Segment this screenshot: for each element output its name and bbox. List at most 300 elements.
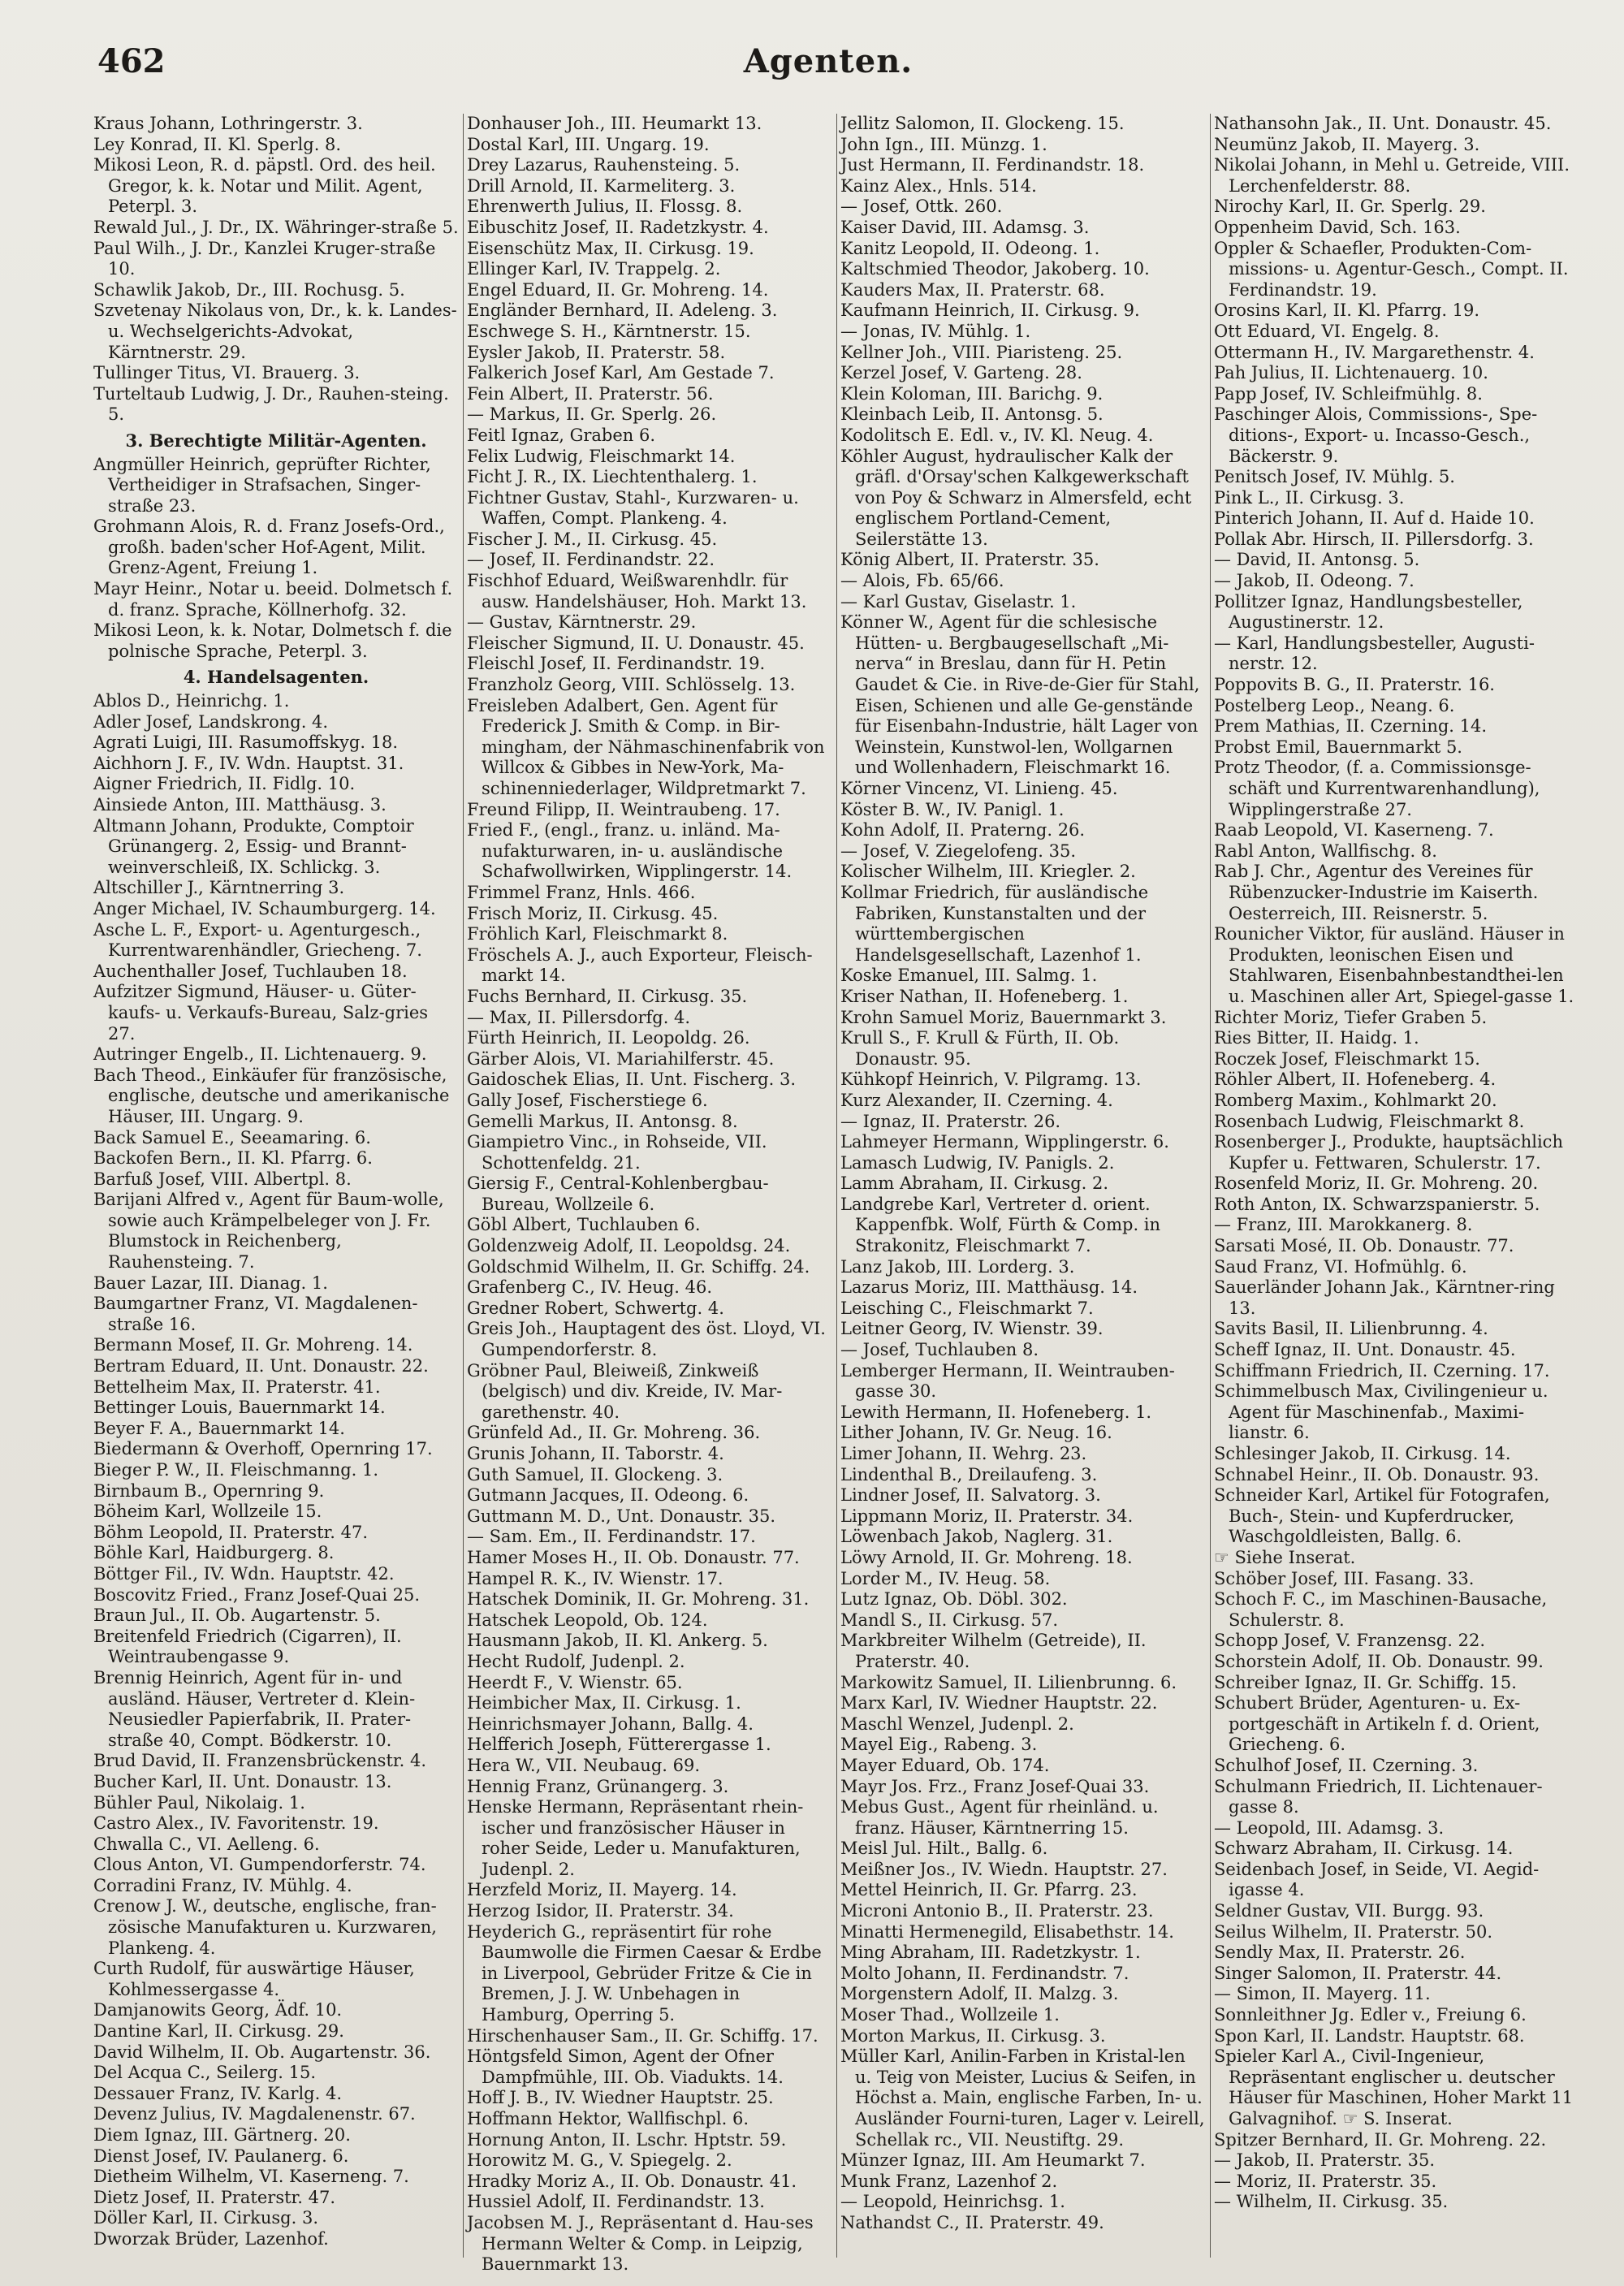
directory-entry: Hausmann Jakob, II. Kl. Ankerg. 5. — [467, 1631, 768, 1651]
directory-entry: Lewith Hermann, II. Hofeneberg. 1. — [840, 1402, 1152, 1422]
directory-entry: Schopp Josef, V. Franzensg. 22. — [1214, 1631, 1486, 1651]
directory-entry: Goldschmid Wilhelm, II. Gr. Schiffg. 24. — [467, 1256, 810, 1277]
column-3 — [840, 114, 1206, 2258]
directory-entry: Rewald Jul., J. Dr., IX. Währinger-straße 5. — [93, 217, 459, 237]
directory-entry: Brud David, II. Franzensbrückenstr. 4. — [93, 1751, 427, 1771]
column-2 — [467, 114, 832, 2275]
directory-entry: Heerdt F., V. Wienstr. 65. — [467, 1672, 683, 1692]
directory-entry: Baumgartner Franz, VI. Magdalenen-straße 16. — [93, 1294, 418, 1334]
directory-entry: Markowitz Samuel, II. Lilienbrunng. 6. — [840, 1672, 1177, 1692]
directory-entry: Ley Konrad, II. Kl. Sperlg. 8. — [93, 134, 342, 154]
directory-entry: Aigner Friedrich, II. Fidlg. 10. — [93, 774, 356, 794]
directory-entry: Felix Ludwig, Fleischmarkt 14. — [467, 446, 736, 466]
directory-entry: Roczek Josef, Fleischmarkt 15. — [1214, 1048, 1480, 1069]
directory-entry: Postelberg Leop., Neang. 6. — [1214, 695, 1455, 715]
directory-entry: Henske Hermann, Repräsentant rhein-ischer und französischer Häuser in roher Seide, Leder u. Manufakturen, Judenpl. 2. — [467, 1797, 804, 1879]
directory-entry: Pollak Abr. Hirsch, II. Pillersdorfg. 3. — [1214, 529, 1534, 549]
directory-entry: Morton Markus, II. Cirkusg. 3. — [840, 2025, 1106, 2046]
directory-entry: Lahmeyer Hermann, Wipplingerstr. 6. — [840, 1132, 1169, 1152]
directory-entry: Schiffmann Friedrich, II. Czerning. 17. — [1214, 1360, 1550, 1381]
directory-entry: — Jakob, II. Praterstr. 35. — [1214, 2150, 1436, 2171]
directory-entry: — Leopold, III. Adamsg. 3. — [1214, 1817, 1445, 1838]
entries-area — [93, 114, 1579, 2275]
directory-entry: Heyderich G., repräsentirt für rohe Baumwolle die Firmen Caesar & Erdbe in Liverpool, Gebrüder Fritze & Cie in Bremen, J. J. W. Unbehagen in Hamburg, Operring 5. — [467, 1921, 822, 2025]
directory-entry: Fleischer Sigmund, II. U. Donaustr. 45. — [467, 633, 805, 653]
directory-entry: Back Samuel E., Seeamaring. 6. — [93, 1127, 371, 1147]
directory-entry: Braun Jul., II. Ob. Augartenstr. 5. — [93, 1605, 381, 1626]
directory-entry: Böttger Fil., IV. Wdn. Hauptstr. 42. — [93, 1563, 395, 1584]
directory-entry: Frisch Moriz, II. Cirkusg. 45. — [467, 903, 719, 923]
directory-entry: Herzfeld Moriz, II. Mayerg. 14. — [467, 1880, 737, 1900]
directory-entry: Grunis Johann, II. Taborstr. 4. — [467, 1444, 724, 1463]
directory-entry: Frimmel Franz, Hnls. 466. — [467, 882, 696, 902]
directory-entry: Leitner Georg, IV. Wienstr. 39. — [840, 1319, 1104, 1339]
directory-entry: Limer Johann, II. Wehrg. 23. — [840, 1444, 1087, 1463]
directory-entry: Anger Michael, IV. Schaumburgerg. 14. — [93, 898, 436, 918]
directory-entry: Poppovits B. G., II. Praterstr. 16. — [1214, 675, 1495, 695]
directory-entry: Fürth Heinrich, II. Leopoldg. 26. — [467, 1028, 750, 1048]
directory-entry: Lemberger Hermann, II. Weintrauben-gasse 30. — [840, 1360, 1175, 1402]
directory-entry: Grafenberg C., IV. Heug. 46. — [467, 1277, 713, 1298]
section-heading: 3. Berechtigte Militär-Agenten. — [125, 430, 427, 451]
column-1 — [93, 114, 459, 2258]
directory-entry: Boscovitz Fried., Franz Josef-Quai 25. — [93, 1584, 421, 1605]
directory-entry: Seidenbach Josef, in Seide, VI. Aegid-igasse 4. — [1214, 1859, 1540, 1900]
directory-entry: Bauer Lazar, III. Dianag. 1. — [93, 1273, 328, 1293]
directory-entry: Eschwege S. H., Kärntnerstr. 15. — [467, 321, 751, 341]
directory-entry: Goldenzweig Adolf, II. Leopoldsg. 24. — [467, 1236, 791, 1256]
directory-entry: Böhle Karl, Haidburgerg. 8. — [93, 1543, 335, 1563]
directory-entry: — Josef, V. Ziegelofeng. 35. — [840, 841, 1077, 861]
directory-entry: Schulhof Josef, II. Czerning. 3. — [1214, 1755, 1479, 1775]
directory-entry: Asche L. F., Export- u. Agenturgesch., Kurrentwarenhändler, Griecheng. 7. — [93, 919, 422, 961]
directory-entry: Curth Rudolf, für auswärtige Häuser, Kohlmessergasse 4. — [93, 1959, 415, 1999]
directory-entry: Kellner Joh., VIII. Piaristeng. 25. — [840, 342, 1123, 362]
directory-entry: — Ignaz, II. Praterstr. 26. — [840, 1111, 1061, 1131]
directory-entry: Szvetenay Nikolaus von, Dr., k. k. Landes- u. Wechselgerichts-Advokat, Kärntnerstr. 29. — [93, 300, 457, 362]
directory-entry: Gemelli Markus, II. Antonsg. 8. — [467, 1111, 738, 1131]
directory-entry: — Gustav, Kärntnerstr. 29. — [467, 612, 697, 633]
directory-entry: Ainsiede Anton, III. Matthäusg. 3. — [93, 795, 387, 815]
directory-entry: Dantine Karl, II. Cirkusg. 29. — [93, 2021, 344, 2042]
directory-entry: Orosins Karl, II. Kl. Pfarrg. 19. — [1214, 300, 1480, 321]
directory-entry: Richter Moriz, Tiefer Graben 5. — [1214, 1007, 1488, 1027]
directory-entry: Köster B. W., IV. Panigl. 1. — [840, 799, 1065, 819]
directory-entry: Jellitz Salomon, II. Glockeng. 15. — [840, 114, 1125, 133]
directory-entry: Clous Anton, VI. Gumpendorferstr. 74. — [93, 1855, 426, 1875]
directory-entry: Mandl S., II. Cirkusg. 57. — [840, 1610, 1059, 1630]
directory-entry: Turteltaub Ludwig, J. Dr., Rauhen-steing. 5. — [93, 383, 449, 425]
directory-entry: Oppenheim David, Sch. 163. — [1214, 217, 1461, 237]
directory-entry: Hatschek Leopold, Ob. 124. — [467, 1610, 708, 1630]
directory-entry: Scheff Ignaz, II. Unt. Donaustr. 45. — [1214, 1340, 1516, 1360]
page-header — [97, 42, 1559, 91]
directory-entry: Del Acqua C., Seilerg. 15. — [93, 2063, 316, 2083]
directory-entry: Leisching C., Fleischmarkt 7. — [840, 1298, 1094, 1318]
directory-entry: Nikolai Johann, in Mehl u. Getreide, VIII. Lerchenfelderstr. 88. — [1214, 155, 1570, 196]
directory-entry: Raab Leopold, VI. Kaserneng. 7. — [1214, 820, 1494, 841]
directory-entry: Hoffmann Hektor, Wallfischpl. 6. — [467, 2109, 749, 2128]
directory-entry: Lutz Ignaz, Ob. Döbl. 302. — [840, 1589, 1068, 1610]
directory-entry: Bettinger Louis, Bauernmarkt 14. — [93, 1398, 386, 1418]
directory-entry: — Jonas, IV. Mühlg. 1. — [840, 321, 1031, 341]
directory-entry: John Ign., III. Münzg. 1. — [840, 134, 1047, 154]
directory-entry: Prem Mathias, II. Czerning. 14. — [1214, 716, 1488, 737]
directory-entry: Lippmann Moriz, II. Praterstr. 34. — [840, 1506, 1134, 1526]
directory-entry: — Josef, Tuchlauben 8. — [840, 1340, 1039, 1360]
directory-entry: Kurz Alexander, II. Czerning. 4. — [840, 1090, 1113, 1110]
directory-entry: Klein Koloman, III. Barichg. 9. — [840, 383, 1104, 404]
directory-entry: Freisleben Adalbert, Gen. Agent für Frederick J. Smith & Comp. in Bir-mingham, der Nähmaschinenfabrik von Willcox & Gibbes in New-York, Ma-schinenniederlager, Wildpretmarkt 7. — [467, 695, 825, 798]
directory-entry: — David, II. Antonsg. 5. — [1214, 550, 1420, 570]
directory-entry: Dworzak Brüder, Lazenhof. — [93, 2228, 329, 2249]
directory-entry: Gredner Robert, Schwertg. 4. — [467, 1298, 724, 1318]
directory-entry: Kaiser David, III. Adamsg. 3. — [840, 217, 1090, 237]
directory-entry: Ottermann H., IV. Margarethenstr. 4. — [1214, 342, 1535, 362]
directory-entry: — Josef, Ottk. 260. — [840, 197, 1003, 217]
directory-entry: Giersig F., Central-Kohlenbergbau-Bureau, Wollzeile 6. — [467, 1173, 769, 1214]
directory-entry: Spitzer Bernhard, II. Gr. Mohreng. 22. — [1214, 2129, 1547, 2150]
directory-entry: — Simon, II. Mayerg. 11. — [1214, 1984, 1431, 2004]
directory-entry: Minatti Hermenegild, Elisabethstr. 14. — [840, 1921, 1174, 1942]
directory-entry: Donhauser Joh., III. Heumarkt 13. — [467, 114, 762, 133]
directory-entry: Lindenthal B., Dreilaufeng. 3. — [840, 1464, 1098, 1484]
directory-entry: Fein Albert, II. Praterstr. 56. — [467, 383, 714, 404]
directory-entry: — Jakob, II. Odeong. 7. — [1214, 571, 1415, 591]
directory-entry: Ablos D., Heinrichg. 1. — [93, 691, 290, 711]
directory-entry: Saud Franz, VI. Hofmühlg. 6. — [1214, 1256, 1467, 1277]
directory-entry: Ries Bitter, II. Haidg. 1. — [1214, 1028, 1419, 1048]
directory-entry: — Wilhelm, II. Cirkusg. 35. — [1214, 2192, 1449, 2212]
directory-entry: Drey Lazarus, Rauhensteing. 5. — [467, 155, 741, 175]
directory-entry: Jacobsen M. J., Repräsentant d. Hau-ses Hermann Welter & Comp. in Leipzig, Bauernmarkt 13. — [467, 2212, 814, 2275]
directory-entry: Chwalla C., VI. Aelleng. 6. — [93, 1834, 320, 1854]
directory-entry: — Max, II. Pillersdorfg. 4. — [467, 1007, 691, 1027]
directory-entry: Breitenfeld Friedrich (Cigarren), II. Weintraubengasse 9. — [93, 1626, 402, 1667]
directory-entry: Kainz Alex., Hnls. 514. — [840, 175, 1037, 196]
directory-entry: Angmüller Heinrich, geprüfter Richter, Vertheidiger in Strafsachen, Singer-straße 23. — [93, 454, 431, 516]
directory-entry: Böheim Karl, Wollzeile 15. — [93, 1502, 322, 1522]
directory-entry: Körner Vincenz, VI. Linieng. 45. — [840, 779, 1118, 798]
directory-entry: Ott Eduard, VI. Engelg. 8. — [1214, 321, 1440, 341]
directory-entry: Schoch F. C., im Maschinen-Bausache, Schulerstr. 8. — [1214, 1589, 1548, 1630]
directory-entry: Birnbaum B., Opernring 9. — [93, 1480, 325, 1501]
directory-entry: Kollmar Friedrich, für ausländische Fabriken, Kunstanstalten und der württembergischen Handelsgesellschaft, Lazenhof 1. — [840, 882, 1149, 965]
directory-entry: Fleischl Josef, II. Ferdinandstr. 19. — [467, 654, 766, 674]
directory-entry: Greis Joh., Hauptagent des öst. Lloyd, VI. Gumpendorferstr. 8. — [467, 1319, 826, 1360]
directory-entry: — Alois, Fb. 65/66. — [840, 571, 1004, 591]
directory-entry: Rab J. Chr., Agentur des Vereines für Rübenzucker-Industrie im Kaiserth. Oesterreich, III. Reisnerstr. 5. — [1214, 862, 1539, 923]
directory-entry: Gally Josef, Fischerstiege 6. — [467, 1090, 708, 1110]
directory-entry: Heinrichsmayer Johann, Ballg. 4. — [467, 1713, 754, 1734]
page-number: 462 — [97, 42, 166, 80]
directory-entry: Mikosi Leon, R. d. päpstl. Ord. des heil. Gregor, k. k. Notar und Milit. Agent, Peterpl. 3. — [93, 155, 436, 217]
directory-entry: Gröbner Paul, Bleiweiß, Zinkweiß (belgisch) und div. Kreide, IV. Mar-garethenstr. 40. — [467, 1360, 783, 1422]
directory-entry: Schöber Josef, III. Fasang. 33. — [1214, 1568, 1475, 1588]
directory-entry: Dostal Karl, III. Ungarg. 19. — [467, 134, 710, 154]
directory-entry: Hatschek Dominik, II. Gr. Mohreng. 31. — [467, 1589, 810, 1610]
directory-entry: Köhler August, hydraulischer Kalk der gräfl. d'Orsay'schen Kalkgewerkschaft von Poy & Schwarz in Almersfeld, echt englischem Portland-Cement, Seilerstätte 13. — [840, 446, 1192, 549]
directory-entry: Kaufmann Heinrich, II. Cirkusg. 9. — [840, 300, 1140, 321]
column-4 — [1214, 114, 1579, 2258]
directory-entry: — Markus, II. Gr. Sperlg. 26. — [467, 404, 717, 425]
directory-entry: Kauders Max, II. Praterstr. 68. — [840, 279, 1105, 300]
directory-entry: Kraus Johann, Lothringerstr. 3. — [93, 114, 363, 133]
directory-entry: Brennig Heinrich, Agent für in- und ausländ. Häuser, Vertreter d. Klein-Neusiedler Papierfabrik, II. Prater-straße 40, Compt. Bödkerstr. 10. — [93, 1667, 416, 1750]
directory-entry: Kaltschmied Theodor, Jakoberg. 10. — [840, 259, 1150, 279]
directory-entry: Aufzitzer Sigmund, Häuser- u. Güter-kaufs- u. Verkaufs-Bureau, Salz-gries 27. — [93, 982, 429, 1044]
section-heading: 4. Handelsagenten. — [183, 667, 369, 688]
directory-entry: Löwy Arnold, II. Gr. Mohreng. 18. — [840, 1547, 1133, 1567]
directory-entry: Nathandst C., II. Praterstr. 49. — [840, 2212, 1104, 2232]
directory-entry: Franzholz Georg, VIII. Schlösselg. 13. — [467, 675, 796, 695]
directory-entry: Röhler Albert, II. Hofeneberg. 4. — [1214, 1070, 1497, 1090]
directory-entry: — Karl, Handlungsbesteller, Augusti-nerstr. 12. — [1214, 633, 1535, 674]
directory-entry: Dessauer Franz, IV. Karlg. 4. — [93, 2083, 343, 2103]
directory-entry: Lindner Josef, II. Salvatorg. 3. — [840, 1485, 1101, 1506]
directory-entry: Roth Anton, IX. Schwarzspanierstr. 5. — [1214, 1194, 1540, 1214]
directory-entry: Grohmann Alois, R. d. Franz Josefs-Ord., großh. baden'scher Hof-Agent, Milit. Grenz-Agent, Freiung 1. — [93, 516, 445, 578]
directory-entry: Mayr Jos. Frz., Franz Josef-Quai 33. — [840, 1776, 1150, 1796]
directory-entry: Fuchs Bernhard, II. Cirkusg. 35. — [467, 986, 748, 1006]
directory-entry: Barfuß Josef, VIII. Albertpl. 8. — [93, 1169, 352, 1189]
directory-entry: Paul Wilh., J. Dr., Kanzlei Kruger-straße 10. — [93, 238, 436, 279]
directory-entry: Rosenbach Ludwig, Fleischmarkt 8. — [1214, 1111, 1525, 1131]
directory-entry: Diem Ignaz, III. Gärtnerg. 20. — [93, 2125, 351, 2145]
directory-entry: Protz Theodor, (f. a. Commissionsge-schäft und Kurrentwarenhandlung), Wipplingerstraße 27. — [1214, 758, 1540, 819]
directory-entry: Ellinger Karl, IV. Trappelg. 2. — [467, 259, 721, 279]
directory-entry: Fischhof Eduard, Weißwarenhdlr. für ausw. Handelshäuser, Hoh. Markt 13. — [467, 571, 807, 611]
directory-entry: Schubert Brüder, Agenturen- u. Ex-portgeschäft in Artikeln f. d. Orient, Griecheng. 6. — [1214, 1693, 1540, 1755]
directory-entry: Biedermann & Overhoff, Opernring 17. — [93, 1439, 433, 1459]
directory-entry: Rabl Anton, Wallfischg. 8. — [1214, 841, 1437, 861]
directory-entry: Bermann Mosef, II. Gr. Mohreng. 14. — [93, 1335, 413, 1355]
directory-entry: — Josef, II. Ferdinandstr. 22. — [467, 550, 715, 570]
directory-entry: Altmann Johann, Produkte, Comptoir Grünangerg. 2, Essig- und Brannt-weinverschleiß, IX. Schlickg. 3. — [93, 815, 414, 877]
directory-entry: — Leopold, Heinrichsg. 1. — [840, 2192, 1065, 2212]
directory-entry: Sendly Max, II. Praterstr. 26. — [1214, 1942, 1466, 1963]
directory-entry: Ming Abraham, III. Radetzkystr. 1. — [840, 1942, 1141, 1963]
directory-entry: Fröhlich Karl, Fleischmarkt 8. — [467, 924, 728, 944]
directory-entry: Krohn Samuel Moriz, Bauernmarkt 3. — [840, 1007, 1167, 1027]
directory-entry: Pollitzer Ignaz, Handlungsbesteller, Augustinerstr. 12. — [1214, 591, 1523, 633]
directory-entry: Hoff J. B., IV. Wiedner Hauptstr. 25. — [467, 2088, 774, 2108]
directory-entry: Seilus Wilhelm, II. Praterstr. 50. — [1214, 1921, 1493, 1942]
directory-entry: Mebus Gust., Agent für rheinländ. u. franz. Häuser, Kärntnerring 15. — [840, 1797, 1159, 1838]
directory-entry: Lanz Jakob, III. Lorderg. 3. — [840, 1256, 1075, 1277]
directory-entry: Kodolitsch E. Edl. v., IV. Kl. Neug. 4. — [840, 425, 1154, 445]
directory-entry: Hennig Franz, Grünangerg. 3. — [467, 1776, 729, 1796]
directory-entry: Ehrenwerth Julius, II. Flossg. 8. — [467, 197, 743, 217]
directory-entry: Tullinger Titus, VI. Brauerg. 3. — [93, 363, 361, 383]
directory-entry: Paschinger Alois, Commissions-, Spe-ditions-, Export- u. Incasso-Gesch., Bäckerstr. 9. — [1214, 404, 1538, 466]
directory-entry: Drill Arnold, II. Karmeliterg. 3. — [467, 175, 736, 196]
directory-entry: Kriser Nathan, II. Hofeneberg. 1. — [840, 986, 1129, 1006]
directory-entry: Engel Eduard, II. Gr. Mohreng. 14. — [467, 279, 769, 300]
directory-entry: Schlesinger Jakob, II. Cirkusg. 14. — [1214, 1444, 1511, 1463]
directory-entry: Mikosi Leon, k. k. Notar, Dolmetsch f. die polnische Sprache, Peterpl. 3. — [93, 620, 452, 661]
directory-entry: Beyer F. A., Bauernmarkt 14. — [93, 1418, 345, 1438]
directory-entry: Kohn Adolf, II. Praterng. 26. — [840, 820, 1086, 841]
directory-entry: Barijani Alfred v., Agent für Baum-wolle, sowie auch Krämpelbeleger von J. Fr. Blumstock in Reichenberg, Rauhensteing. 7. — [93, 1190, 444, 1273]
directory-entry: Bettelheim Max, II. Praterstr. 41. — [93, 1376, 381, 1397]
directory-entry: Auchenthaller Josef, Tuchlauben 18. — [93, 961, 408, 981]
directory-entry: Bucher Karl, II. Unt. Donaustr. 13. — [93, 1771, 392, 1791]
directory-entry: Hamer Moses H., II. Ob. Donaustr. 77. — [467, 1547, 800, 1567]
directory-entry: Rounicher Viktor, für ausländ. Häuser in Produkten, leonischen Eisen und Stahlwaren, Eisenbahnbestandthei-len u. Maschinen aller Art, Spiegel-gasse 1. — [1214, 924, 1574, 1006]
directory-entry: Pink L., II. Cirkusg. 3. — [1214, 487, 1405, 508]
directory-entry: Dietheim Wilhelm, VI. Kaserneng. 7. — [93, 2167, 409, 2187]
directory-entry: Oppler & Schaefler, Produkten-Com-missions- u. Agentur-Gesch., Compt. II. Ferdinandstr. 19. — [1214, 238, 1569, 300]
directory-entry: Hera W., VII. Neubaug. 69. — [467, 1755, 701, 1775]
directory-entry: — Franz, III. Marokkanerg. 8. — [1214, 1215, 1473, 1235]
directory-entry: Rosenfeld Moriz, II. Gr. Mohreng. 20. — [1214, 1173, 1539, 1194]
directory-entry: Sauerländer Johann Jak., Kärntner-ring 13. — [1214, 1277, 1555, 1318]
directory-entry: Schawlik Jakob, Dr., III. Rochusg. 5. — [93, 279, 405, 300]
directory-entry: Just Hermann, II. Ferdinandstr. 18. — [840, 155, 1145, 175]
directory-entry: Markbreiter Wilhelm (Getreide), II. Praterstr. 40. — [840, 1631, 1147, 1671]
directory-entry: Dietz Josef, II. Praterstr. 47. — [93, 2187, 336, 2207]
directory-entry: Hampel R. K., IV. Wienstr. 17. — [467, 1568, 723, 1588]
directory-entry: Hradky Moriz A., II. Ob. Donaustr. 41. — [467, 2171, 797, 2191]
directory-entry: Seldner Gustav, VII. Burgg. 93. — [1214, 1901, 1484, 1921]
directory-entry: Sarsati Mosé, II. Ob. Donaustr. 77. — [1214, 1236, 1514, 1256]
directory-entry: Munk Franz, Lazenhof 2. — [840, 2171, 1058, 2191]
directory-entry: Pinterich Johann, II. Auf d. Haide 10. — [1214, 508, 1535, 529]
directory-entry: Gutmann Jacques, II. Odeong. 6. — [467, 1485, 749, 1506]
directory-entry: Fischer J. M., II. Cirkusg. 45. — [467, 529, 718, 549]
directory-entry: Pah Julius, II. Lichtenauerg. 10. — [1214, 363, 1488, 383]
directory-entry: Nathansohn Jak., II. Unt. Donaustr. 45. — [1214, 114, 1552, 133]
directory-entry: Molto Johann, II. Ferdinandstr. 7. — [840, 1963, 1129, 1983]
directory-entry: Schneider Karl, Artikel für Fotografen, Buch-, Stein- und Kupferdrucker, Waschgoldleisten, Ballg. 6. — [1214, 1485, 1550, 1547]
directory-entry: Singer Salomon, II. Praterstr. 44. — [1214, 1963, 1502, 1983]
directory-entry: ☞ Siehe Inserat. — [1214, 1547, 1356, 1567]
directory-entry: Krull S., F. Krull & Fürth, II. Ob. Donaustr. 95. — [840, 1028, 1120, 1069]
directory-entry: Lazarus Moriz, III. Matthäusg. 14. — [840, 1277, 1138, 1298]
directory-entry: Autringer Engelb., II. Lichtenauerg. 9. — [93, 1044, 427, 1065]
directory-entry: Engländer Bernhard, II. Adeleng. 3. — [467, 300, 778, 321]
directory-entry: Bertram Eduard, II. Unt. Donaustr. 22. — [93, 1356, 429, 1376]
directory-entry: Löwenbach Jakob, Naglerg. 31. — [840, 1527, 1113, 1547]
directory-entry: Freund Filipp, II. Weintraubeng. 17. — [467, 799, 780, 819]
directory-entry: Koske Emanuel, III. Salmg. 1. — [840, 966, 1098, 986]
directory-entry: Bieger P. W., II. Fleischmanng. 1. — [93, 1460, 379, 1480]
directory-entry: Moser Thad., Wollzeile 1. — [840, 2005, 1060, 2025]
directory-entry: Sonnleithner Jg. Edler v., Freiung 6. — [1214, 2005, 1527, 2025]
directory-entry: Schreiber Ignaz, II. Gr. Schiffg. 15. — [1214, 1672, 1517, 1692]
directory-entry: Romberg Maxim., Kohlmarkt 20. — [1214, 1090, 1497, 1110]
directory-entry: Microni Antonio B., II. Praterstr. 23. — [840, 1901, 1154, 1921]
directory-entry: Eibuschitz Josef, II. Radetzkystr. 4. — [467, 217, 769, 237]
directory-entry: Damjanowits Georg, Ädf. 10. — [93, 2000, 343, 2020]
directory-entry: Bühler Paul, Nikolaig. 1. — [93, 1792, 305, 1813]
directory-entry: — Sam. Em., II. Ferdinandstr. 17. — [467, 1527, 756, 1547]
directory-entry: Falkerich Josef Karl, Am Gestade 7. — [467, 363, 775, 383]
directory-entry: Kanitz Leopold, II. Odeong. 1. — [840, 238, 1100, 258]
directory-entry: Hornung Anton, II. Lschr. Hptstr. 59. — [467, 2129, 787, 2150]
directory-entry: Schimmelbusch Max, Civilingenieur u. Agent für Maschinenfab., Maximi-lianstr. 6. — [1214, 1381, 1548, 1443]
directory-entry: Heimbicher Max, II. Cirkusg. 1. — [467, 1693, 741, 1713]
directory-entry: Lamasch Ludwig, IV. Panigls. 2. — [840, 1152, 1115, 1173]
directory-entry: Helfferich Joseph, Fütterergasse 1. — [467, 1735, 771, 1755]
directory-entry: Fichtner Gustav, Stahl-, Kurzwaren- u. Waffen, Compt. Plankeng. 4. — [467, 487, 799, 529]
directory-entry: Döller Karl, II. Cirkusg. 3. — [93, 2208, 318, 2228]
directory-entry: Devenz Julius, IV. Magdalenenstr. 67. — [93, 2104, 416, 2124]
directory-entry: Kühkopf Heinrich, V. Pilgramg. 13. — [840, 1070, 1142, 1090]
directory-entry: Maschl Wenzel, Judenpl. 2. — [840, 1713, 1074, 1734]
directory-entry: Kolischer Wilhelm, III. Kriegler. 2. — [840, 862, 1136, 882]
directory-entry: Hussiel Adolf, II. Ferdinandstr. 13. — [467, 2192, 765, 2212]
directory-entry: Lorder M., IV. Heug. 58. — [840, 1568, 1051, 1588]
directory-entry: Höntgsfeld Simon, Agent der Ofner Dampfmühle, III. Ob. Viadukts. 14. — [467, 2046, 784, 2087]
directory-entry: Backofen Bern., II. Kl. Pfarrg. 6. — [93, 1148, 373, 1169]
directory-entry: Bach Theod., Einkäufer für französische, englische, deutsche und amerikanische Häuser, III. Ungarg. 9. — [93, 1065, 450, 1126]
directory-entry: Gärber Alois, VI. Mariahilferstr. 45. — [467, 1048, 775, 1069]
directory-entry: Schwarz Abraham, II. Cirkusg. 14. — [1214, 1839, 1514, 1859]
directory-entry: Altschiller J., Kärntnerring 3. — [93, 878, 345, 898]
directory-entry: Papp Josef, IV. Schleifmühlg. 8. — [1214, 383, 1483, 404]
directory-entry: Horowitz M. G., V. Spiegelg. 2. — [467, 2150, 732, 2171]
directory-entry: Dienst Josef, IV. Paulanerg. 6. — [93, 2146, 349, 2166]
directory-entry: Schorstein Adolf, II. Ob. Donaustr. 99. — [1214, 1651, 1544, 1671]
directory-entry: Fried F., (engl., franz. u. inländ. Ma-nufakturwaren, in- u. ausländische Schafwollwirken, Wipplingerstr. 14. — [467, 820, 793, 882]
page-title: Agenten. — [743, 42, 914, 80]
directory-entry: Feitl Ignaz, Graben 6. — [467, 425, 656, 445]
directory-entry: — Moriz, II. Praterstr. 35. — [1214, 2171, 1437, 2191]
directory-entry: Schnabel Heinr., II. Ob. Donaustr. 93. — [1214, 1464, 1540, 1484]
directory-entry: Meisl Jul. Hilt., Ballg. 6. — [840, 1839, 1048, 1859]
directory-entry: Crenow J. W., deutsche, englische, fran-zösische Manufakturen u. Kurzwaren, Plankeng. 4. — [93, 1896, 437, 1958]
directory-entry: Könner W., Agent für die schlesische Hütten- u. Bergbaugesellschaft „Mi-nerva“ in Breslau, dann für H. Petin Gaudet & Cie. in Rive-de-Gier für Stahl, Eisen, Schienen und alle Ge-genstände für Eisenbahn-Industrie, hält Lager von Weinstein, Kunstwol-len, Wollgarnen und Wollenhadern, Fleischmarkt 16. — [840, 612, 1200, 778]
directory-entry: Hecht Rudolf, Judenpl. 2. — [467, 1651, 685, 1671]
directory-entry: Müller Karl, Anilin-Farben in Kristal-len u. Teig von Meister, Lucius & Seifen, in Höchst a. Main, englische Farben, In- u. Ausländer Fourni-turen, Lager v. Leirell, Schellak rc., VII. Neustiftg. 29. — [840, 2046, 1205, 2150]
directory-entry: Penitsch Josef, IV. Mühlg. 5. — [1214, 467, 1455, 487]
directory-entry: Marx Karl, IV. Wiedner Hauptstr. 22. — [840, 1693, 1158, 1713]
directory-entry: Hirschenhauser Sam., II. Gr. Schiffg. 17. — [467, 2025, 818, 2046]
directory-entry: Neumünz Jakob, II. Mayerg. 3. — [1214, 134, 1480, 154]
directory-entry: Landgrebe Karl, Vertreter d. orient. Kappenfbk. Wolf, Fürth & Comp. in Strakonitz, Fleischmarkt 7. — [840, 1194, 1161, 1256]
directory-entry: Castro Alex., IV. Favoritenstr. 19. — [93, 1813, 379, 1834]
directory-entry: Morgenstern Adolf, II. Malzg. 3. — [840, 1984, 1119, 2004]
directory-entry: Aichhorn J. F., IV. Wdn. Hauptst. 31. — [93, 753, 404, 773]
directory-entry: Nirochy Karl, II. Gr. Sperlg. 29. — [1214, 197, 1486, 217]
directory-entry: David Wilhelm, II. Ob. Augartenstr. 36. — [93, 2042, 431, 2062]
directory-entry: — Karl Gustav, Giselastr. 1. — [840, 591, 1077, 611]
directory-entry: Meißner Jos., IV. Wiedn. Hauptstr. 27. — [840, 1859, 1168, 1879]
directory-entry: Münzer Ignaz, III. Am Heumarkt 7. — [840, 2150, 1146, 2171]
directory-entry: Adler Josef, Landskrong. 4. — [93, 711, 329, 732]
directory-entry: Probst Emil, Bauernmarkt 5. — [1214, 737, 1462, 757]
directory-entry: Agrati Luigi, III. Rasumoffskyg. 18. — [93, 732, 399, 753]
directory-entry: Corradini Franz, IV. Mühlg. 4. — [93, 1875, 352, 1895]
directory-entry: Guth Samuel, II. Glockeng. 3. — [467, 1464, 723, 1484]
directory-entry: Spon Karl, II. Landstr. Hauptstr. 68. — [1214, 2025, 1525, 2046]
directory-entry: Mettel Heinrich, II. Gr. Pfarrg. 23. — [840, 1880, 1138, 1900]
directory-entry: Eysler Jakob, II. Praterstr. 58. — [467, 342, 726, 362]
directory-entry: Rosenberger J., Produkte, hauptsächlich Kupfer u. Fettwaren, Schulerstr. 17. — [1214, 1132, 1563, 1173]
directory-entry: Mayel Eig., Rabeng. 3. — [840, 1735, 1038, 1755]
directory-entry: Kerzel Josef, V. Garteng. 28. — [840, 363, 1082, 383]
directory-entry: Göbl Albert, Tuchlauben 6. — [467, 1215, 701, 1235]
directory-entry: Herzog Isidor, II. Praterstr. 34. — [467, 1901, 734, 1921]
directory-entry: Böhm Leopold, II. Praterstr. 47. — [93, 1522, 369, 1542]
directory-entry: Kleinbach Leib, II. Antonsg. 5. — [840, 404, 1104, 425]
directory-entry: Giampietro Vinc., in Rohseide, VII. Schottenfeldg. 21. — [467, 1132, 767, 1173]
directory-entry: Schulmann Friedrich, II. Lichtenauer-gasse 8. — [1214, 1776, 1543, 1817]
directory-entry: Ficht J. R., IX. Liechtenthalerg. 1. — [467, 467, 758, 487]
directory-entry: Mayr Heinr., Notar u. beeid. Dolmetsch f. d. franz. Sprache, Köllnerhofg. 32. — [93, 579, 453, 620]
